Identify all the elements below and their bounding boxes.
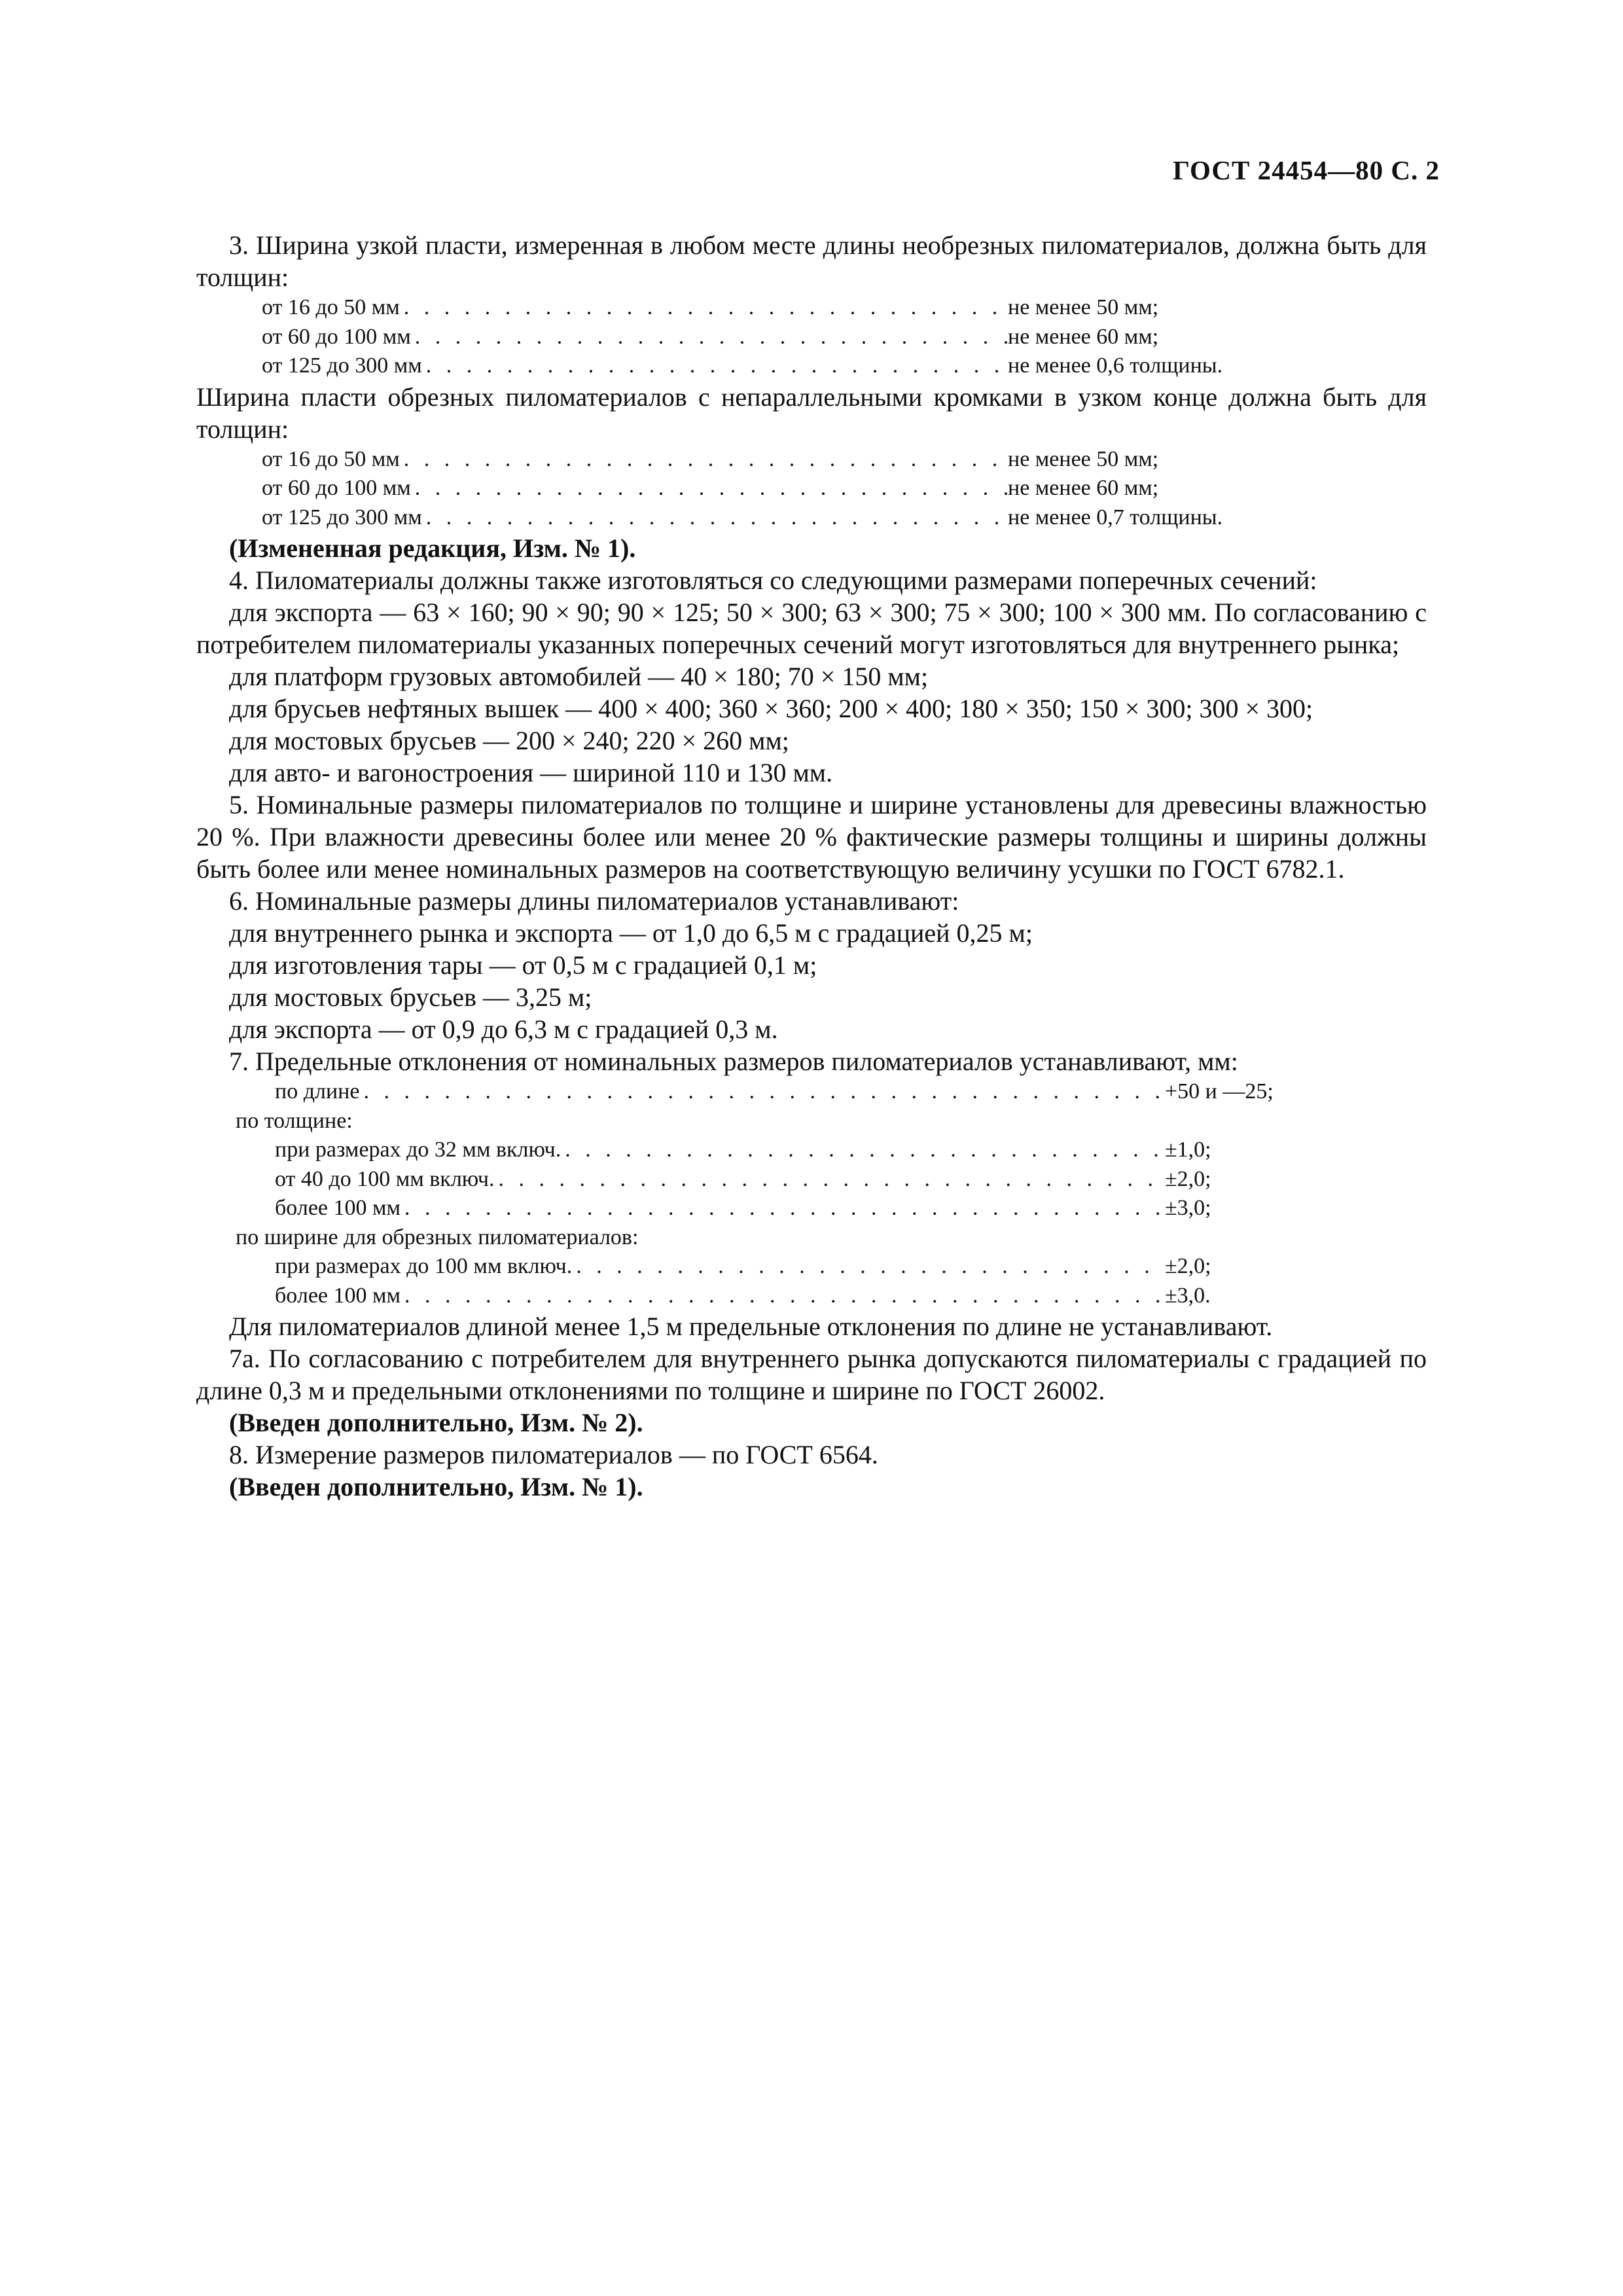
amendment-note: (Введен дополнительно, Изм. № 1).	[229, 1472, 643, 1501]
clause-6-line: для внутреннего рынка и экспорта — от 1,0 до 6,5 м с градацией 0,25 м;	[229, 918, 1033, 948]
list-item: от 16 до 50 мм . . . не менее 50 мм;	[262, 445, 1283, 475]
list-item: при размерах до 32 мм включ. . . . ±1,0;	[275, 1136, 1440, 1165]
amendment-note: (Измененная редакция, Изм. № 1).	[229, 533, 636, 563]
clause-7a: 7а. По согласованию с потребителем для внутреннего рынка допускаются пиломатериалы с градацией по длине 0,3 м и предельными отклонениями по толщине и ширине по ГОСТ 26002.	[196, 1344, 1427, 1405]
clause-6-line: для экспорта — от 0,9 до 6,3 м с градацией 0,3 м.	[229, 1014, 778, 1044]
list-item: более 100 мм . . . ±3,0;	[275, 1194, 1440, 1223]
clause-3-list-1	[196, 293, 1283, 381]
list-item: от 60 до 100 мм . . . не менее 60 мм;	[262, 323, 1283, 352]
list-item: от 125 до 300 мм . . . не менее 0,7 толщины.	[262, 503, 1283, 533]
clause-4-line: для платформ грузовых автомобилей — 40 × 180; 70 × 150 мм;	[229, 662, 929, 691]
clause-4-line: для брусьев нефтяных вышек — 400 × 400; 360 × 360; 200 × 400; 180 × 350; 150 × 300; 300 × 300;	[229, 694, 1313, 723]
document-body	[196, 229, 1427, 1503]
clause-8: 8. Измерение размеров пиломатериалов — по ГОСТ 6564.	[229, 1440, 878, 1469]
list-item: более 100 мм . . . ±3,0.	[275, 1282, 1440, 1311]
clause-4-line: для авто- и вагоностроения — шириной 110 и 130 мм.	[229, 758, 833, 787]
list-item: по длине . . . +50 и —25;	[275, 1077, 1440, 1107]
list-item: от 125 до 300 мм . . . не менее 0,6 толщины.	[262, 351, 1283, 381]
clause-6-line: для мостовых брусьев — 3,25 м;	[229, 982, 592, 1012]
list-item: от 60 до 100 мм . . . не менее 60 мм;	[262, 474, 1283, 503]
clause-6-intro: 6. Номинальные размеры длины пиломатериалов устанавливают:	[229, 886, 959, 916]
list-item: от 40 до 100 мм включ. . . . ±2,0;	[275, 1165, 1440, 1194]
width-heading: по ширине для обрезных пиломатериалов:	[236, 1225, 639, 1249]
clause-3-intro-2: Ширина пласти обрезных пиломатериалов с непараллельными кромками в узком конце должна быть для толщин:	[196, 382, 1427, 444]
clause-4-intro: 4. Пиломатериалы должны также изготовляться со следующими размерами поперечных сечений:	[229, 565, 1317, 595]
clause-7-tolerances	[196, 1077, 1440, 1310]
clause-3-intro: 3. Ширина узкой пласти, измеренная в любом месте длины необрезных пиломатериалов, должна быть для толщин:	[196, 230, 1427, 292]
amendment-note: (Введен дополнительно, Изм. № 2).	[229, 1408, 643, 1437]
clause-6-line: для изготовления тары — от 0,5 м с градацией 0,1 м;	[229, 950, 817, 980]
clause-3-list-2	[196, 445, 1283, 533]
clause-5: 5. Номинальные размеры пиломатериалов по толщине и ширине установлены для древесины влажностью 20 %. При влажности древесины более или менее 20 % фактические размеры толщины и ширины должны быть более или менее номинальных размеров на соответствующую величину усушки по ГОСТ 6782.1.	[196, 790, 1427, 884]
clause-7-tail: Для пиломатериалов длиной менее 1,5 м предельные отклонения по длине не устанавливают.	[229, 1312, 1273, 1341]
thickness-heading: по толщине:	[236, 1108, 353, 1133]
clause-7-intro: 7. Предельные отклонения от номинальных размеров пиломатериалов устанавливают, мм:	[229, 1047, 1238, 1076]
list-item: от 16 до 50 мм . . . не менее 50 мм;	[262, 293, 1283, 323]
clause-4-line: для мостовых брусьев — 200 × 240; 220 × 260 мм;	[229, 726, 789, 755]
clause-4-line: для экспорта — 63 × 160; 90 × 90; 90 × 125; 50 × 300; 63 × 300; 75 × 300; 100 × 300 мм. По согласованию с потребителем пиломатериалы указанных поперечных сечений могут изготовляться для внутреннего рынка;	[196, 598, 1427, 659]
page-header: ГОСТ 24454—80 С. 2	[1172, 155, 1440, 185]
list-item: при размерах до 100 мм включ. . . . ±2,0;	[275, 1252, 1440, 1282]
